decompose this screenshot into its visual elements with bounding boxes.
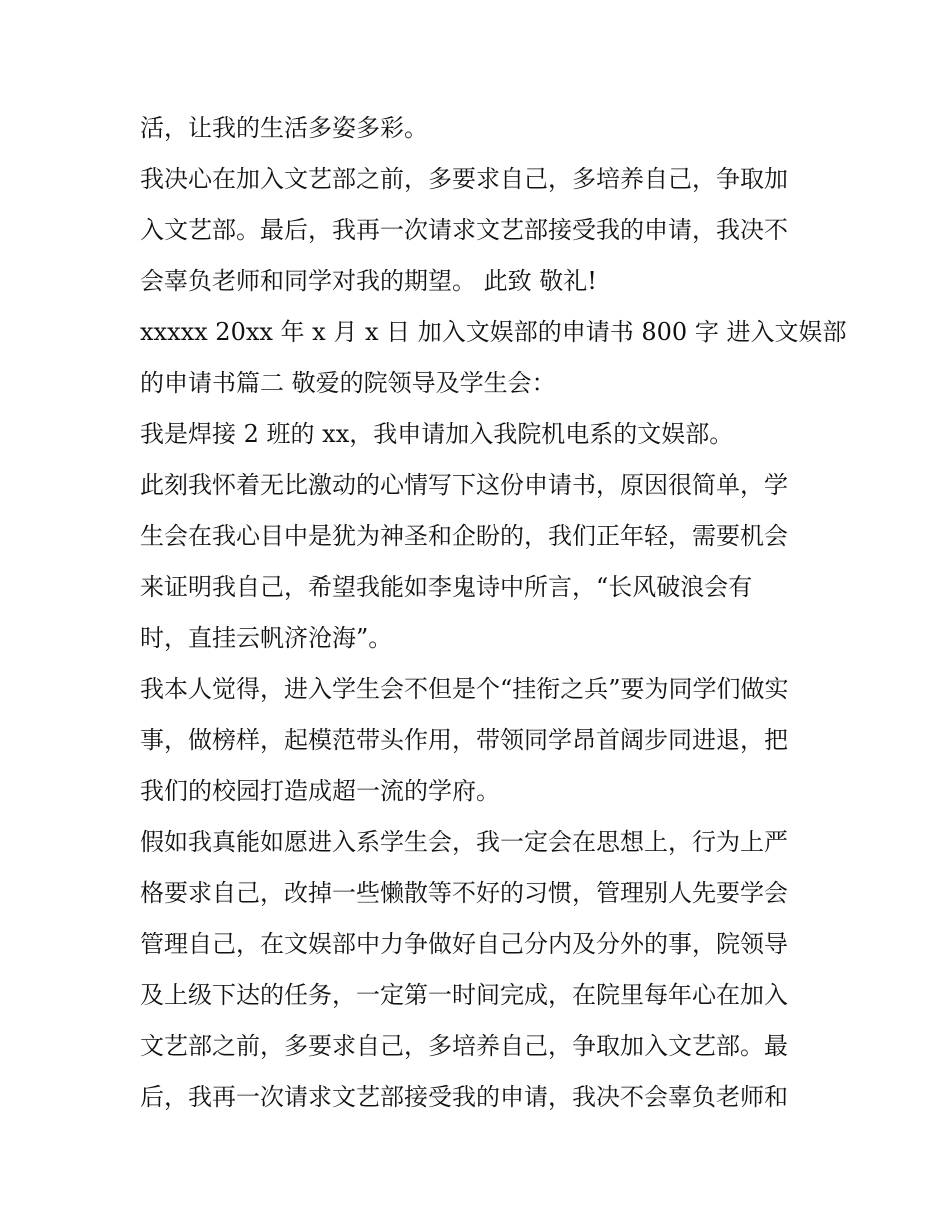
text-line: 我本人觉得，进入学生会不但是个“挂衔之兵”要为同学们做实: [140, 675, 789, 703]
text-line: 文艺部之前，多要求自己，多培养自己，争取加入文艺部。最: [140, 1032, 788, 1060]
text-line: xxxxx 20xx 年 x 月 x 日 加入文娱部的申请书 800 字 进入文娱部: [140, 318, 847, 346]
text-line: 后，我再一次请求文艺部接受我的申请，我决不会辜负老师和: [140, 1083, 788, 1111]
text-line: 我决心在加入文艺部之前，多要求自己，多培养自己，争取加: [140, 165, 788, 193]
text-line: 生会在我心目中是犹为神圣和企盼的，我们正年轻，需要机会: [140, 522, 788, 550]
text-line: 时，直挂云帆济沧海”。: [140, 624, 393, 652]
text-line: 入文艺部。最后，我再一次请求文艺部接受我的申请，我决不: [140, 216, 788, 244]
text-line: 我是焊接 2 班的 xx，我申请加入我院机电系的文娱部。: [140, 420, 734, 448]
text-line: 管理自己，在文娱部中力争做好自己分内及分外的事，院领导: [140, 930, 788, 958]
text-line: 事，做榜样，起模范带头作用，带领同学昂首阔步同进退，把: [140, 726, 788, 754]
text-line: 假如我真能如愿进入系学生会，我一定会在思想上，行为上严: [140, 828, 788, 856]
text-line: 此刻我怀着无比激动的心情写下这份申请书，原因很简单，学: [140, 471, 788, 499]
text-line: 我们的校园打造成超一流的学府。: [140, 777, 500, 805]
text-line: 的申请书篇二 敬爱的院领导及学生会：: [140, 369, 556, 397]
text-line: 及上级下达的任务，一定第一时间完成，在院里每年心在加入: [140, 981, 788, 1009]
text-line: 格要求自己，改掉一些懒散等不好的习惯，管理别人先要学会: [140, 879, 788, 907]
text-line: 活，让我的生活多姿多彩。: [140, 114, 428, 142]
text-line: 会辜负老师和同学对我的期望。 此致 敬礼!: [140, 267, 597, 295]
text-line: 来证明我自己，希望我能如李鬼诗中所言，“长风破浪会有: [140, 573, 753, 601]
document-body: [140, 103, 847, 1123]
